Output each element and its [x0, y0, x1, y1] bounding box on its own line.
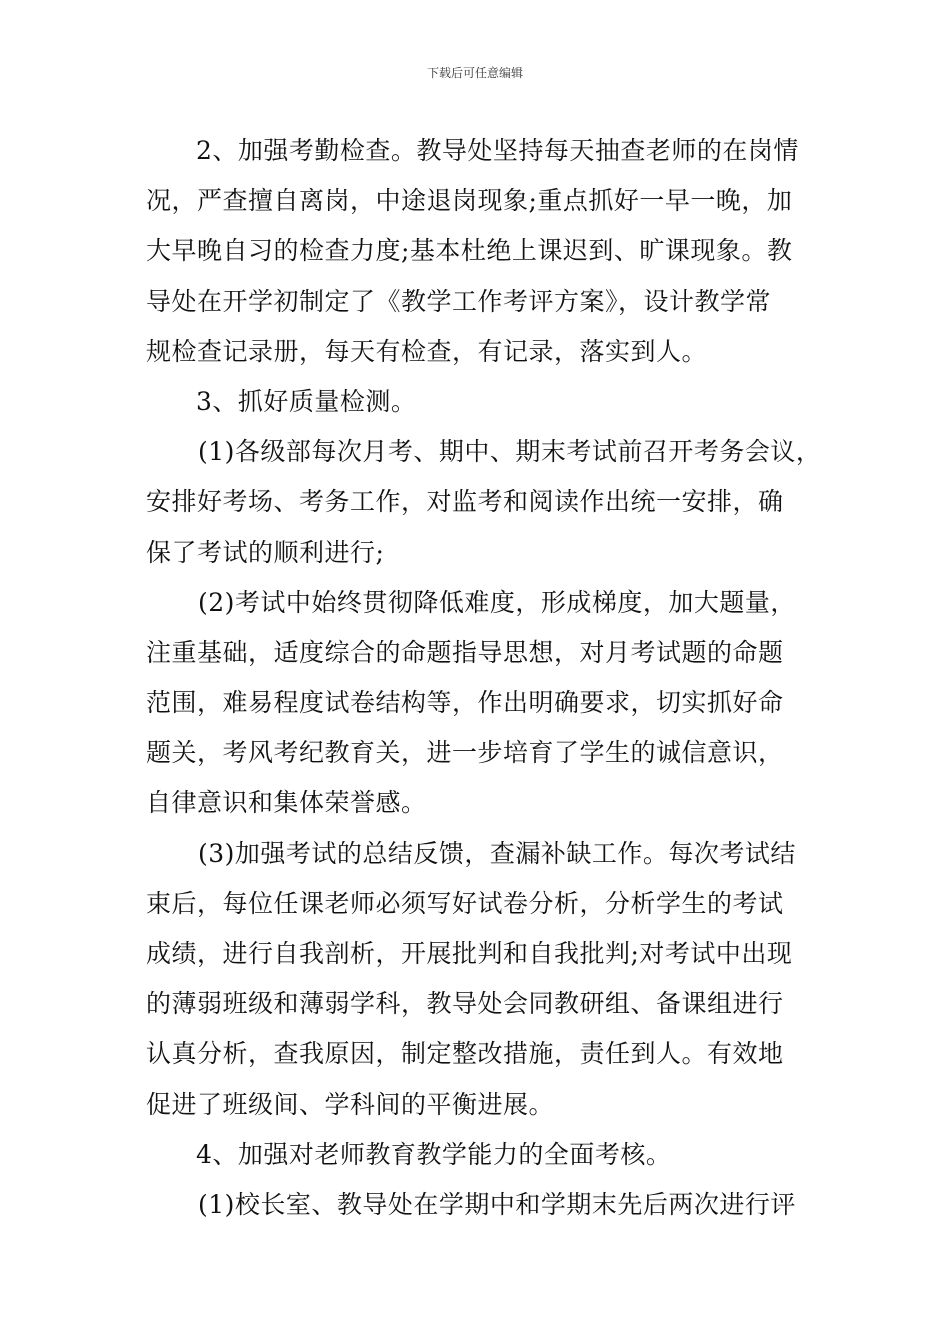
paragraph-line: 规检查记录册，每天有检查，有记录，落实到人。 [146, 336, 708, 366]
paragraph-line: 保了考试的顺利进行; [146, 537, 385, 567]
paragraph-line: 的薄弱班级和薄弱学科，教导处会同教研组、备课组进行 [146, 989, 784, 1019]
paragraph-line: (1)各级部每次月考、期中、期末考试前召开考务会议， [198, 437, 822, 467]
paragraph-line: 题关，考风考纪教育关，进一步培育了学生的诚信意识， [146, 738, 784, 768]
paragraph-line: 导处在开学初制定了《教学工作考评方案》，设计教学常 [146, 286, 772, 316]
document-body [146, 126, 822, 1230]
paragraph-line: 认真分析，查我原因，制定整改措施，责任到人。有效地 [146, 1039, 784, 1069]
paragraph-line: 安排好考场、考务工作，对监考和阅读作出统一安排，确 [146, 487, 784, 517]
paragraph-line: 成绩，进行自我剖析，开展批判和自我批判;对考试中出现 [146, 939, 793, 968]
section-heading-line: 4、加强对老师教育教学能力的全面考核。 [196, 1139, 672, 1169]
paragraph-line: 束后，每位任课老师必须写好试卷分析，分析学生的考试 [146, 888, 784, 918]
paragraph-line: 大早晚自习的检查力度;基本杜绝上课迟到、旷课现象。教 [146, 236, 793, 266]
paragraph-line: 2、加强考勤检查。教导处坚持每天抽查老师的在岗情 [196, 136, 799, 165]
paragraph-line: 注重基础，适度综合的命题指导思想，对月考试题的命题 [146, 637, 784, 667]
section-heading-line: 3、抓好质量检测。 [196, 386, 417, 416]
paragraph-line: (3)加强考试的总结反馈，查漏补缺工作。每次考试结 [198, 838, 796, 868]
paragraph-line: 自律意识和集体荣誉感。 [146, 788, 427, 818]
paragraph-line: (1)校长室、教导处在学期中和学期末先后两次进行评 [198, 1189, 796, 1219]
paragraph-line: 况，严查擅自离岗，中途退岗现象;重点抓好一早一晚，加 [146, 186, 793, 216]
paragraph-line: 范围，难易程度试卷结构等，作出明确要求，切实抓好命 [146, 688, 784, 718]
page-header-note: 下载后可任意编辑 [426, 66, 523, 80]
paragraph-line: 促进了班级间、学科间的平衡进展。 [146, 1089, 555, 1119]
paragraph-line: (2)考试中始终贯彻降低难度，形成梯度，加大题量， [198, 587, 796, 617]
